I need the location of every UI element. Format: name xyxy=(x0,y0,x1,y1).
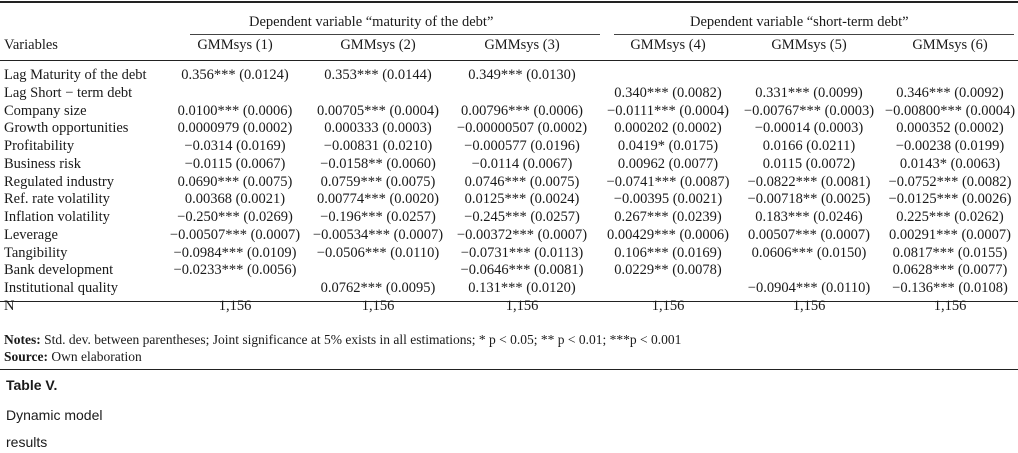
table-cell: 0.0115 (0.0072) xyxy=(762,155,856,172)
table-cell: 0.0000979 (0.0002) xyxy=(177,120,293,137)
table-cell: 0.0690*** (0.0075) xyxy=(177,173,293,190)
table-cell: 0.0628*** (0.0077) xyxy=(892,262,1008,279)
table-cell: 0.00962 (0.0077) xyxy=(617,155,719,172)
notes-line xyxy=(4,331,681,348)
table-cell: −0.0731*** (0.0113) xyxy=(460,244,584,261)
table-cell: 1,156 xyxy=(792,297,826,314)
table-cell: −0.00014 (0.0003) xyxy=(754,120,864,137)
table-cell: −0.00831 (0.0210) xyxy=(323,138,433,154)
table-cell: −0.0506*** (0.0110) xyxy=(316,244,440,261)
table-cell: 0.0125*** (0.0024) xyxy=(464,191,580,208)
group-underline-maturity xyxy=(190,34,600,35)
caption-rule xyxy=(0,369,1018,370)
table-notes xyxy=(4,331,681,365)
table-cell: −0.00718** (0.0025) xyxy=(747,191,871,208)
table-cell: −0.00800*** (0.0004) xyxy=(884,102,1016,119)
row-label: Inflation volatility xyxy=(4,209,110,225)
table-cell: 0.349*** (0.0130) xyxy=(468,67,576,83)
table-cell: 1,156 xyxy=(218,297,252,314)
table-cell: 0.00429*** (0.0006) xyxy=(606,226,730,243)
column-header-2: GMMsys (2) xyxy=(340,37,416,53)
group-underline-short-term xyxy=(614,34,1014,35)
table-cell: −0.0114 (0.0067) xyxy=(471,155,573,172)
row-label: Regulated industry xyxy=(4,173,114,190)
table-cell: −0.0741*** (0.0087) xyxy=(606,173,730,190)
table-cell: 0.0762*** (0.0095) xyxy=(320,280,436,296)
table-cell: 1,156 xyxy=(361,297,395,314)
column-header-3: GMMsys (3) xyxy=(484,37,560,53)
table-cell: −0.136*** (0.0108) xyxy=(892,280,1008,296)
top-rule xyxy=(0,1,1018,3)
table-cell: 0.00705*** (0.0004) xyxy=(316,102,440,119)
table-cell: −0.0115 (0.0067) xyxy=(184,155,286,172)
table-cell: 0.000202 (0.0002) xyxy=(614,120,722,137)
table-cell: 0.0817*** (0.0155) xyxy=(892,244,1008,261)
variables-header: Variables xyxy=(4,37,58,53)
table-cell: 0.0143* (0.0063) xyxy=(899,155,1001,172)
table-cell: 0.0166 (0.0211) xyxy=(762,138,856,154)
group-header-short-term: Dependent variable “short-term debt” xyxy=(690,14,909,30)
table-cell: 0.353*** (0.0144) xyxy=(324,67,432,83)
group-header-maturity: Dependent variable “maturity of the debt” xyxy=(249,14,494,30)
table-cell: −0.00238 (0.0199) xyxy=(895,138,1005,154)
table-cell: 0.0606*** (0.0150) xyxy=(751,244,867,261)
table-cell: 0.331*** (0.0099) xyxy=(755,84,863,101)
table-cell: 0.00368 (0.0021) xyxy=(184,191,286,208)
table-cell: 1,156 xyxy=(933,297,967,314)
table-cell: 0.225*** (0.0262) xyxy=(896,209,1004,225)
table-cell: −0.0984*** (0.0109) xyxy=(173,244,297,261)
table-cell: 0.00507*** (0.0007) xyxy=(747,226,871,243)
table-cell: 0.183*** (0.0246) xyxy=(755,209,863,225)
table-cell: −0.00372*** (0.0007) xyxy=(456,226,588,243)
table-cell: −0.0111*** (0.0004) xyxy=(607,102,729,119)
column-header-6: GMMsys (6) xyxy=(912,37,988,53)
row-label: Business risk xyxy=(4,155,81,172)
table-cell: −0.0752*** (0.0082) xyxy=(888,173,1012,190)
table-cell: 0.0229** (0.0078) xyxy=(614,262,722,279)
table-cell: −0.00767*** (0.0003) xyxy=(743,102,875,119)
notes-label: Notes: xyxy=(4,332,41,347)
table-cell: −0.0233*** (0.0056) xyxy=(173,262,297,279)
table-cell: −0.0822*** (0.0081) xyxy=(747,173,871,190)
table-cell: 0.106*** (0.0169) xyxy=(614,244,722,261)
row-label: Leverage xyxy=(4,226,58,243)
table-cell: −0.0158** (0.0060) xyxy=(320,155,436,172)
row-label: Lag Maturity of the debt xyxy=(4,67,147,83)
header-rule xyxy=(0,60,1018,61)
table-cell: 0.0746*** (0.0075) xyxy=(464,173,580,190)
table-cell: −0.000577 (0.0196) xyxy=(464,138,580,154)
table-cell: −0.0314 (0.0169) xyxy=(184,138,286,154)
row-label: Bank development xyxy=(4,262,114,279)
table-caption-line-2: results xyxy=(6,434,48,450)
table-cell: 0.00796*** (0.0006) xyxy=(460,102,584,119)
table-cell: 0.00291*** (0.0007) xyxy=(888,226,1012,243)
row-label: Growth opportunities xyxy=(4,120,129,137)
table-cell: −0.00000507 (0.0002) xyxy=(456,120,588,137)
table-cell: −0.245*** (0.0257) xyxy=(464,209,580,225)
column-header-5: GMMsys (5) xyxy=(771,37,847,53)
table-cell: 1,156 xyxy=(505,297,539,314)
table-cell: 0.131*** (0.0120) xyxy=(468,280,576,296)
source-line xyxy=(4,348,681,365)
table-cell: −0.250*** (0.0269) xyxy=(177,209,293,225)
row-label: Profitability xyxy=(4,138,75,154)
table-cell: −0.0125*** (0.0026) xyxy=(888,191,1012,208)
column-header-1: GMMsys (1) xyxy=(197,37,273,53)
table-cell: −0.0646*** (0.0081) xyxy=(460,262,584,279)
source-label: Source: xyxy=(4,349,48,364)
row-label: Company size xyxy=(4,102,87,119)
table-cell: 0.0419* (0.0175) xyxy=(617,138,719,154)
table-cell: 0.340*** (0.0082) xyxy=(614,84,722,101)
table-cell: 1,156 xyxy=(651,297,685,314)
source-text: Own elaboration xyxy=(48,349,142,364)
table-cell: −0.0904*** (0.0110) xyxy=(747,280,871,296)
row-label: Institutional quality xyxy=(4,280,118,296)
table-caption-title: Table V. xyxy=(6,377,58,393)
row-label: Lag Short − term debt xyxy=(4,84,133,101)
table-cell: −0.00395 (0.0021) xyxy=(613,191,723,208)
table-cell: −0.00534*** (0.0007) xyxy=(312,226,444,243)
table-cell: 0.000352 (0.0002) xyxy=(896,120,1004,137)
table-cell: 0.356*** (0.0124) xyxy=(181,67,289,83)
row-label: Tangibility xyxy=(4,244,68,261)
table-cell: 0.000333 (0.0003) xyxy=(324,120,432,137)
table-cell: 0.00774*** (0.0020) xyxy=(316,191,440,208)
notes-text: Std. dev. between parentheses; Joint significance at 5% exists in all estimations; * p < 0.05; ** p < 0.01; ***p < 0.001 xyxy=(40,332,682,347)
table-cell: −0.00507*** (0.0007) xyxy=(169,226,301,243)
table-cell: 0.346*** (0.0092) xyxy=(896,84,1004,101)
row-label: Ref. rate volatility xyxy=(4,191,110,208)
column-header-4: GMMsys (4) xyxy=(630,37,706,53)
row-label: N xyxy=(4,297,15,314)
table-caption-line-1: Dynamic model xyxy=(6,407,103,423)
table-cell: 0.0100*** (0.0006) xyxy=(177,102,293,119)
table-cell: 0.267*** (0.0239) xyxy=(614,209,722,225)
table-cell: −0.196*** (0.0257) xyxy=(320,209,436,225)
table-cell: 0.0759*** (0.0075) xyxy=(320,173,436,190)
